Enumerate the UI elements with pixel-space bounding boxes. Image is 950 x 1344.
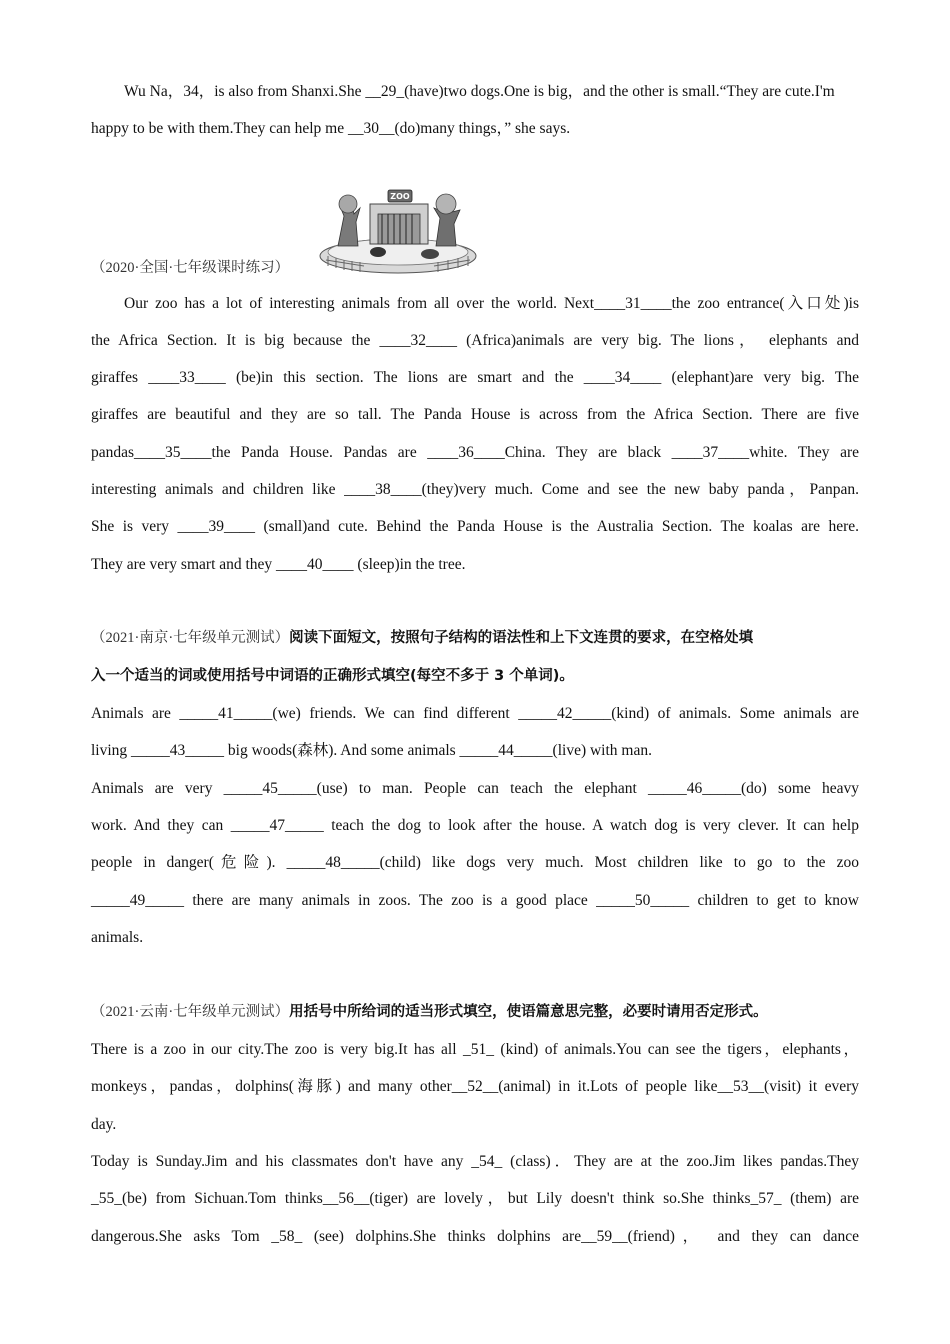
section4-line-5: _55_(be) from Sichuan.Tom thinks__56__(tiger) are lovely，but Lily doesn't think so.She thinks_57_ (them) are — [91, 1190, 859, 1207]
section2-line-5: pandas____35____the Panda House. Pandas are ____36____China. They are black ____37____white. They are — [91, 444, 859, 461]
section4-header — [91, 1002, 859, 1022]
section2-line-4: giraffes are beautiful and they are so tall. The Panda House is across from the Africa Section. There are five — [91, 406, 859, 423]
section3-instruction-2: 入一个适当的词或使用括号中词语的正确形式填空(每空不多于 3 个单词)。 — [91, 668, 574, 684]
section3-line-3: Animals are very _____45_____(use) to man. People can teach the elephant _____46_____(do) some heavy — [91, 780, 859, 797]
section3-header — [91, 628, 859, 648]
zoo-sign-text: ZOO — [390, 192, 410, 201]
section3-line-6: _____49_____ there are many animals in zoos. The zoo is a good place _____50_____ children to get to know — [91, 892, 859, 909]
section4-line-6: dangerous.She asks Tom _58_ (see) dolphins.She thinks dolphins are__59__(friend)， and they can dance — [91, 1228, 859, 1245]
section2-line-2: the Africa Section. It is big because the ____32____ (Africa)animals are very big. The lions， elephants and — [91, 332, 859, 349]
section3-source: （2021·南京·七年级单元测试） — [91, 630, 290, 646]
section4-line-1: There is a zoo in our city.The zoo is very big.It has all _51_ (kind) of animals.You can see the tigers，elephants， — [91, 1041, 859, 1058]
section4-instruction: 用括号中所给词的适当形式填空，使语篇意思完整，必要时请用否定形式。 — [289, 1004, 768, 1020]
section3-line-1: Animals are _____41_____(we) friends. We can find different _____42_____(kind) of animals. Some animals are — [91, 705, 859, 722]
para1-line-1: Wu Na，34，is also from Shanxi.She __29_(have)two dogs.One is big，and the other is small.“They are cute.I'm — [124, 83, 835, 100]
section3-line-4: work. And they can _____47_____ teach the dog to look after the house. A watch dog is very clever. It can help — [91, 817, 859, 834]
section2-line-6: interesting animals and children like ____38____(they)very much. Come and see the new baby panda，Panpan. — [91, 481, 859, 498]
section4-source: （2021·云南·七年级单元测试） — [91, 1004, 290, 1020]
section2-line-3: giraffes ____33____ (be)in this section. The lions are smart and the ____34____ (elephant)are very big. The — [91, 369, 859, 386]
section4-line-2: monkeys，pandas，dolphins(海豚) and many other__52__(animal) in it.Lots of people like__53__(visit) it every — [91, 1078, 859, 1095]
section2-source: （2020·全国·七年级课时练习） — [91, 260, 290, 276]
section3-line-5: people in danger(危险). _____48_____(child) like dogs very much. Most children like to go to the zoo — [91, 854, 859, 871]
section3-line-2: living _____43_____ big woods(森林). And some animals _____44_____(live) with man. — [91, 742, 652, 759]
section4-line-4: Today is Sunday.Jim and his classmates don't have any _54_ (class)．They are at the zoo.Jim likes pandas.They — [91, 1153, 859, 1170]
section3-instruction-1: 阅读下面短文，按照句子结构的语法性和上下文连贯的要求，在空格处填 — [289, 630, 754, 646]
section4-line-3: day. — [91, 1116, 117, 1133]
section2-line-8: They are very smart and they ____40____ (sleep)in the tree. — [91, 556, 466, 573]
para1-line-2: happy to be with them.They can help me __30__(do)many things，” she says. — [91, 120, 571, 137]
section2-line-1: Our zoo has a lot of interesting animals from all over the world. Next____31____the zoo entrance(入口处)is — [124, 295, 859, 312]
section2-line-7: She is very ____39____ (small)and cute. Behind the Panda House is the Australia Section. The koalas are here. — [91, 518, 859, 535]
section3-line-7: animals. — [91, 929, 144, 946]
